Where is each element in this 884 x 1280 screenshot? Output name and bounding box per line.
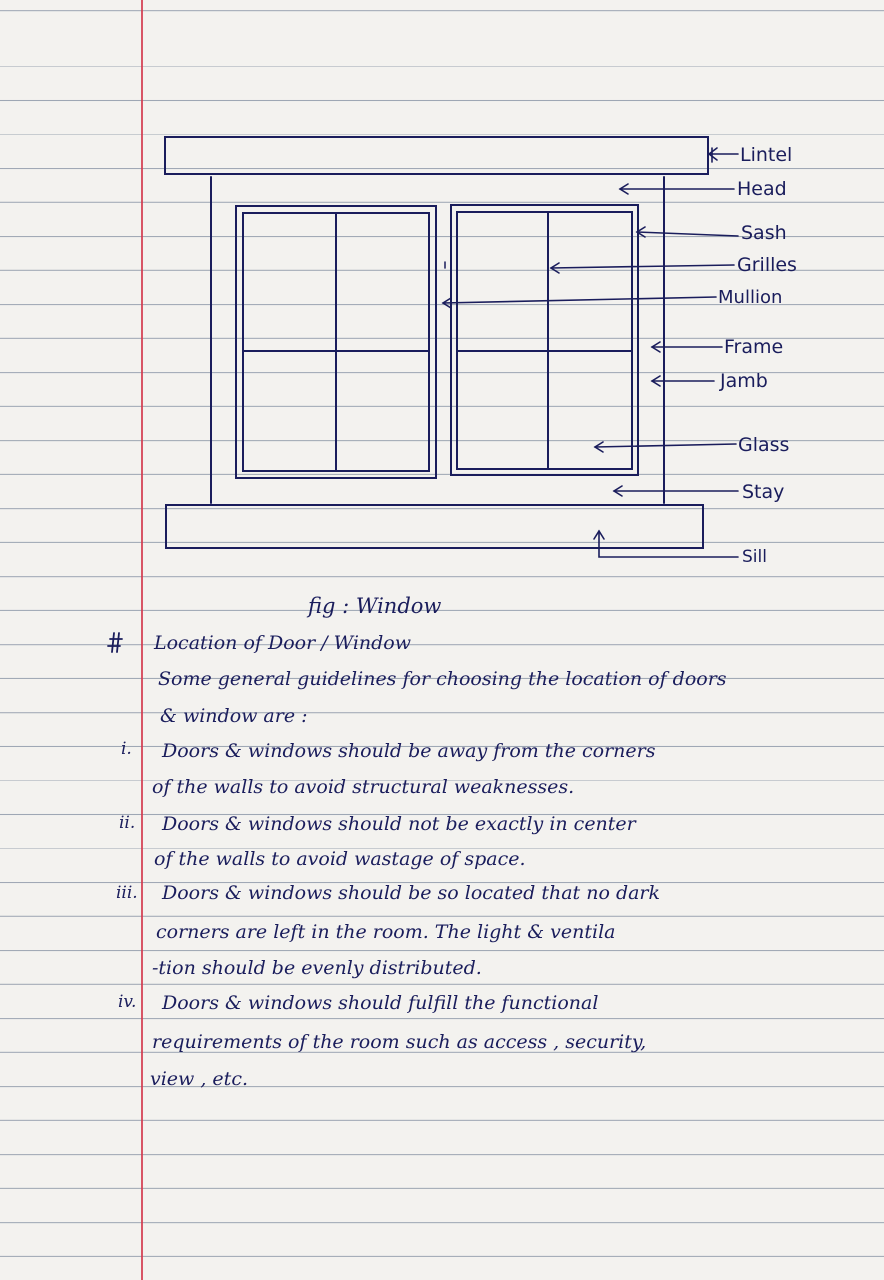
label-frame: Frame (724, 336, 784, 358)
point-4-line-1: Doors & windows should fulfill the functional (162, 992, 599, 1014)
point-2-line-1: Doors & windows should not be exactly in center (162, 813, 636, 835)
figure-caption: fig : Window (308, 594, 442, 618)
point-3-line-1: Doors & windows should be so located that no dark (162, 882, 661, 904)
right-sash-inner (457, 212, 632, 469)
label-grilles: Grilles (737, 254, 797, 276)
point-3-line-3: -tion should be evenly distributed. (152, 957, 482, 979)
label-lintel: Lintel (740, 144, 793, 166)
point-2-line-2: of the walls to avoid wastage of space. (154, 848, 526, 870)
point-4-number: iv. (118, 992, 137, 1012)
lintel-shape (165, 137, 708, 174)
right-sash-outer (451, 205, 638, 475)
point-1-line-1: Doors & windows should be away from the corners (162, 740, 656, 762)
label-sash: Sash (741, 222, 787, 244)
point-3-number: iii. (116, 883, 138, 903)
point-3-line-2: corners are left in the room. The light & ventila (156, 921, 616, 943)
label-sill: Sill (742, 547, 767, 567)
section-heading: Location of Door / Window (154, 632, 412, 654)
point-1-line-2: of the walls to avoid structural weaknesses. (152, 776, 575, 798)
intro-line-2: & window are : (160, 705, 308, 727)
label-mullion: Mullion (718, 287, 783, 308)
label-jamb: Jamb (720, 370, 768, 392)
point-2-number: ii. (119, 813, 136, 833)
label-stay: Stay (742, 481, 785, 503)
point-4-line-2: requirements of the room such as access , security, (152, 1031, 647, 1053)
intro-line-1: Some general guidelines for choosing the location of doors (158, 668, 727, 690)
point-1-number: i. (121, 739, 132, 759)
label-head: Head (737, 178, 787, 200)
label-glass: Glass (738, 434, 790, 456)
sill-shape (166, 505, 703, 548)
point-4-line-3: view , etc. (150, 1068, 248, 1090)
